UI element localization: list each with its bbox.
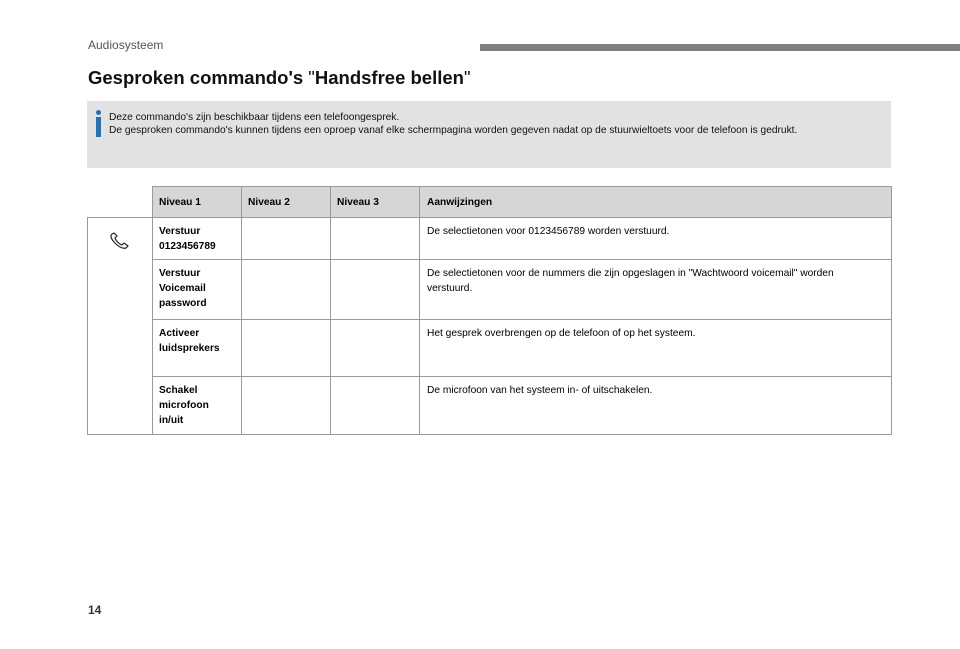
level3-cell [331, 218, 420, 260]
level1-cell: Verstuur Voicemail password [153, 260, 242, 320]
column-header-level1: Niveau 1 [153, 187, 242, 218]
level2-cell [242, 218, 331, 260]
note-cell: De selectietonen voor 0123456789 worden verstuurd. [420, 218, 892, 260]
title-quote-close: " [463, 67, 471, 88]
info-icon [95, 110, 102, 138]
level3-cell [331, 320, 420, 377]
phone-icon [109, 232, 131, 250]
column-header-notes: Aanwijzingen [420, 187, 892, 218]
table-row [88, 218, 892, 260]
info-icon-dot [96, 110, 101, 115]
level2-cell [242, 320, 331, 377]
section-header: Audiosysteem [88, 38, 164, 52]
level3-cell [331, 260, 420, 320]
commands-table [87, 186, 892, 435]
level3-cell [331, 377, 420, 435]
table-header-row [88, 187, 892, 218]
level2-cell [242, 260, 331, 320]
title-text-2: Handsfree bellen [314, 67, 464, 88]
note-cell: Het gesprek overbrengen op de telefoon of op het systeem. [420, 320, 892, 377]
level1-cell: Verstuur 0123456789 [153, 218, 242, 260]
title-quote-open: " [308, 67, 315, 88]
level1-cell: Schakel microfoon in/uit [153, 377, 242, 435]
column-header-level2: Niveau 2 [242, 187, 331, 218]
page-title [88, 67, 471, 89]
title-text-1: Gesproken commando's [88, 67, 309, 88]
table-row [88, 260, 892, 320]
info-line-1: Deze commando's zijn beschikbaar tijdens een telefoongesprek. [109, 112, 400, 123]
info-box [87, 101, 891, 168]
note-cell: De selectietonen voor de nummers die zijn opgeslagen in "Wachtwoord voicemail" worden verstuurd. [420, 260, 892, 320]
level2-cell [242, 377, 331, 435]
column-header-level3: Niveau 3 [331, 187, 420, 218]
phone-icon-cell [88, 218, 153, 435]
header-bar [480, 44, 960, 51]
table-row [88, 320, 892, 377]
table-row [88, 377, 892, 435]
info-text [109, 111, 879, 137]
info-icon-stem [96, 117, 101, 137]
level1-cell: Activeer luidsprekers [153, 320, 242, 377]
note-cell: De microfoon van het systeem in- of uitschakelen. [420, 377, 892, 435]
page-number: 14 [88, 603, 102, 617]
table-header-blank [88, 187, 153, 218]
info-line-2: De gesproken commando's kunnen tijdens een oproep vanaf elke schermpagina worden gegeven nadat op de stuurwieltoets voor de telefoon is gedrukt. [109, 125, 798, 136]
